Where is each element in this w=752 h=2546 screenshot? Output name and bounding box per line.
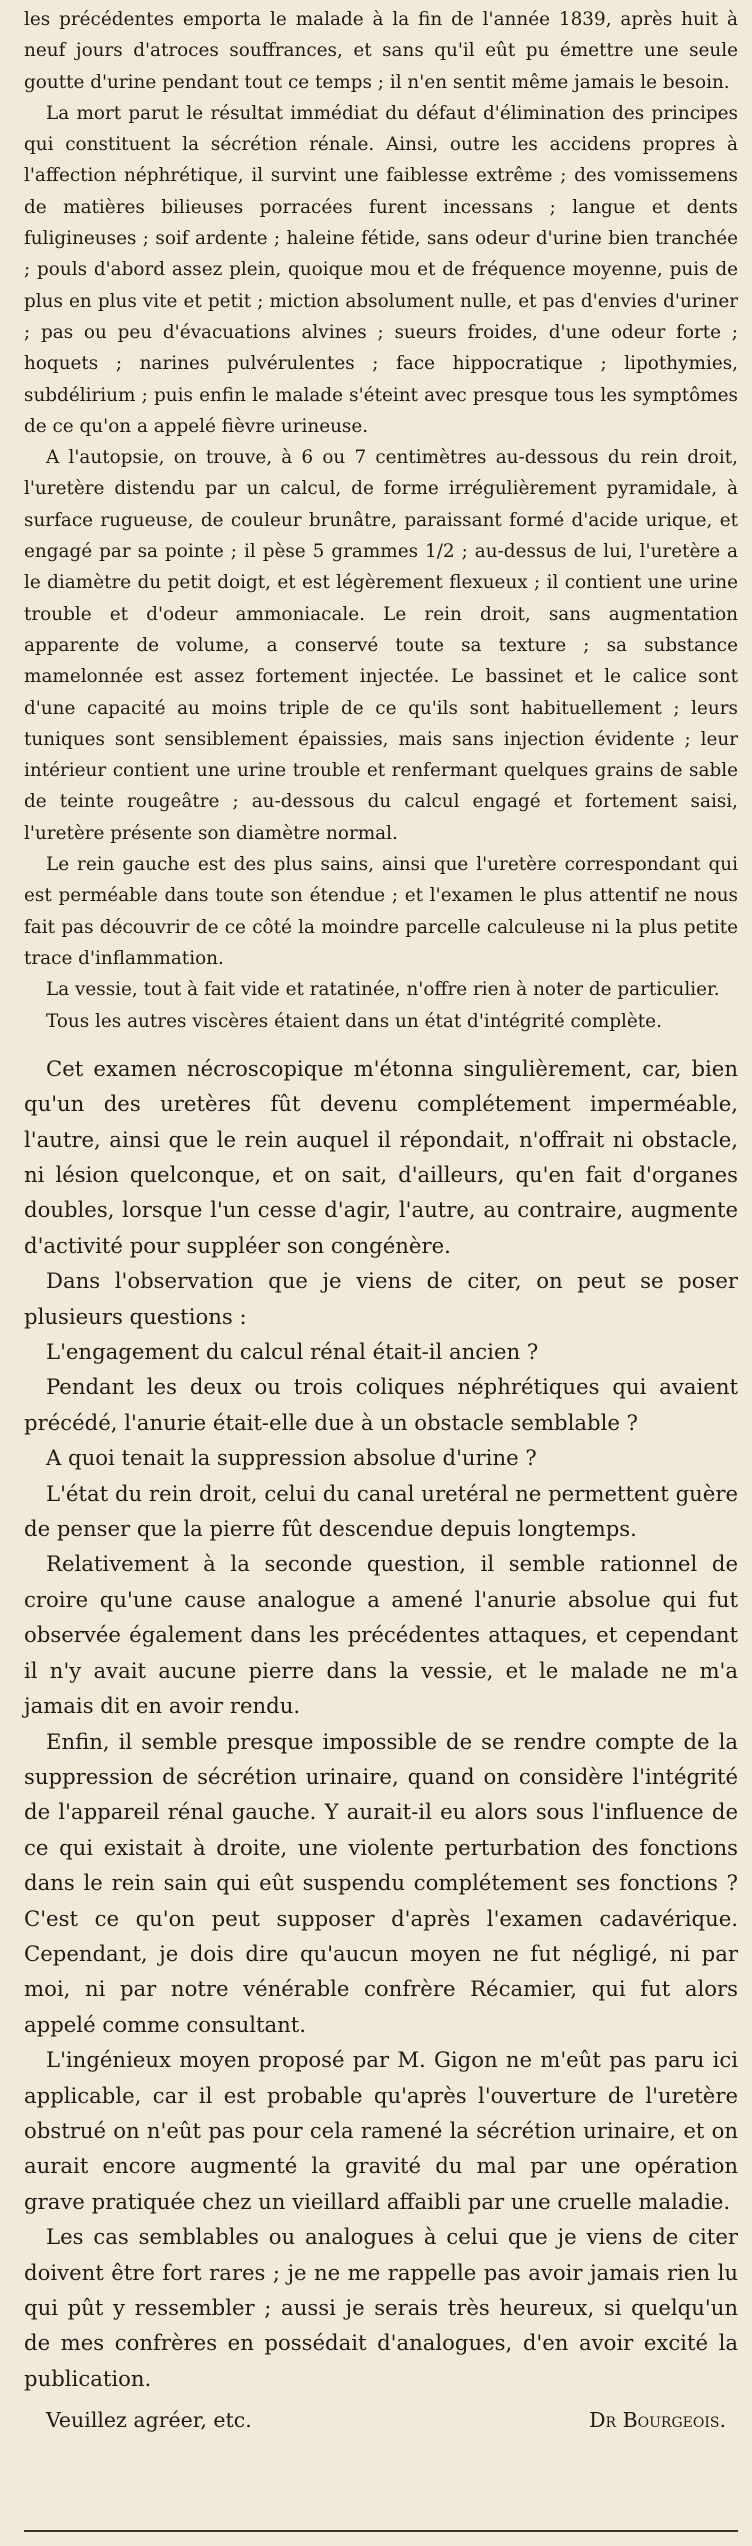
- letter-page: [24, 4, 738, 2440]
- signature-line: [24, 2396, 738, 2440]
- section-spacer: [24, 1037, 738, 1051]
- discussion-paragraph-1: Cet examen nécroscopique m'étonna singulièrement, car, bien qu'un des uretères fût devenu complétement imperméable, l'autre, ainsi que le rein auquel il répondait, n'offrait ni obstacle, ni lésion quelconque, et on sait, d'ailleurs, qu'en fait d'organes doubles, lorsque l'un cesse d'agir, l'autre, au contraire, augmente d'activité pour suppléer son congénère.: [24, 1055, 738, 1258]
- left-kidney-paragraph: Le rein gauche est des plus sains, ainsi que l'uretère correspondant qui est perméable dans toute son étendue ; et l'examen le plus attentif ne nous fait pas découvrir de ce côté la moindre parcelle calculeuse ni la plus petite trace d'inflammation.: [24, 854, 738, 969]
- questions-intro-paragraph: Dans l'observation que je viens de citer, on peut se poser plusieurs questions :: [24, 1268, 738, 1329]
- question-1: L'engagement du calcul rénal était-il ancien ?: [46, 1339, 539, 1365]
- symptoms-paragraph: La mort parut le résultat immédiat du défaut d'élimination des principes qui constituent la sécrétion rénale. Ainsi, outre les accidens propres à l'affection néphrétique, il survint une faiblesse extrême ; des vomissemens de matières bilieuses porracées furent incessans ; langue et dents fuligineuses ; soif ardente ; haleine fétide, sans odeur d'urine bien tranchée ; pouls d'abord assez plein, quoique mou et de fréquence moyenne, puis de plus en plus vite et petit ; miction absolument nulle, et pas d'envies d'uriner ; pas ou peu d'évacuations alvines ; sueurs froides, d'une odeur forte ; hoquets ; narines pulvérulentes ; face hippocratique ; lipothymies, subdélirium ; puis enfin le malade s'éteint avec presque tous les symptômes de ce qu'on a appelé fièvre urineuse.: [24, 102, 738, 437]
- conclusion-paragraph: Les cas semblables ou analogues à celui que je viens de citer doivent être fort rares ; je ne me rappelle pas avoir jamais rien lu qui pût y ressembler ; aussi je serais très heureux, si quelqu'un de mes confrères en possédait d'analogues, d'en avoir excité la publication.: [24, 2224, 738, 2391]
- case-opening-paragraph: les précédentes emporta le malade à la fin de l'année 1839, après huit à neuf jours d'atroces souffrances, et sans qu'il eût pu émettre une seule goutte d'urine pendant tout ce temps ; il n'en sentit même jamais le besoin.: [24, 9, 738, 93]
- autopsy-paragraph: A l'autopsie, on trouve, à 6 ou 7 centimètres au-dessous du rein droit, l'uretère distendu par un calcul, de forme irrégulièrement pyramidale, à surface rugueuse, de couleur brunâtre, paraissant formé d'acide urique, et engagé par sa pointe ; il pèse 5 grammes 1/2 ; au-dessus de lui, l'uretère a le diamètre du petit doigt, et est légèrement flexueux ; il contient une urine trouble et d'odeur ammoniacale. Le rein droit, sans augmentation apparente de volume, a conservé toute sa texture ; sa substance mamelonnée est assez fortement injectée. Le bassinet et le calice sont d'une capacité au moins triple de ce qu'ils sont habituellement ; leurs tuniques sont sensiblement épaissies, mais sans injection évidente ; leur intérieur contient une urine trouble et renfermant quelques grains de sable de teinte rougeâtre ; au-dessous du calcul engagé et fortement saisi, l'uretère présente son diamètre normal.: [24, 447, 738, 844]
- case-report-section: [24, 4, 738, 1037]
- question-3: A quoi tenait la suppression absolue d'urine ?: [46, 1445, 537, 1471]
- viscera-paragraph: Tous les autres viscères étaient dans un état d'intégrité complète.: [46, 1010, 662, 1032]
- answer-3-paragraph: Enfin, il semble presque impossible de se rendre compte de la suppression de sécrétion urinaire, quand on considère l'intégrité de l'appareil rénal gauche. Y aurait-il eu alors sous l'influence de ce qui existait à droite, une violente perturbation des fonctions dans le rein sain qui eût suspendu complétement ses fonctions ? C'est ce qu'on peut supposer d'après l'examen cadavérique. Cependant, je dois dire qu'aucun moyen ne fut négligé, ni par moi, ni par notre vénérable confrère Récamier, qui fut alors appelé comme consultant.: [24, 1728, 738, 2037]
- bladder-paragraph: La vessie, tout à fait vide et ratatinée, n'offre rien à noter de particulier.: [46, 979, 720, 1001]
- answer-1-paragraph: L'état du rein droit, celui du canal uretéral ne permettent guère de penser que la pierre fût descendue depuis longtemps.: [24, 1480, 738, 1542]
- gigon-method-paragraph: L'ingénieux moyen proposé par M. Gigon ne m'eût pas paru ici applicable, car il est probable qu'après l'ouverture de l'uretère obstrué on n'eût pas pour cela ramené la sécrétion urinaire, et on aurait encore augmenté la gravité du mal par une opération grave pratiquée chez un vieillard affaibli par une cruelle maladie.: [24, 2047, 738, 2214]
- bottom-rule: [24, 2530, 738, 2532]
- closing-formula: Veuillez agréer, etc.: [46, 2408, 252, 2433]
- answer-2-paragraph: Relativement à la seconde question, il semble rationnel de croire qu'une cause analogue a amené l'anurie absolue qui fut observée également dans les précédentes attaques, et cependant il n'y avait aucune pierre dans la vessie, et le malade ne m'a jamais dit en avoir rendu.: [24, 1551, 738, 1719]
- question-2: Pendant les deux ou trois coliques néphrétiques qui avaient précédé, l'anurie était-elle due à un obstacle semblable ?: [24, 1374, 738, 1435]
- discussion-section: [24, 1051, 738, 2396]
- author-signature: Dr Bourgeois.: [589, 2408, 726, 2433]
